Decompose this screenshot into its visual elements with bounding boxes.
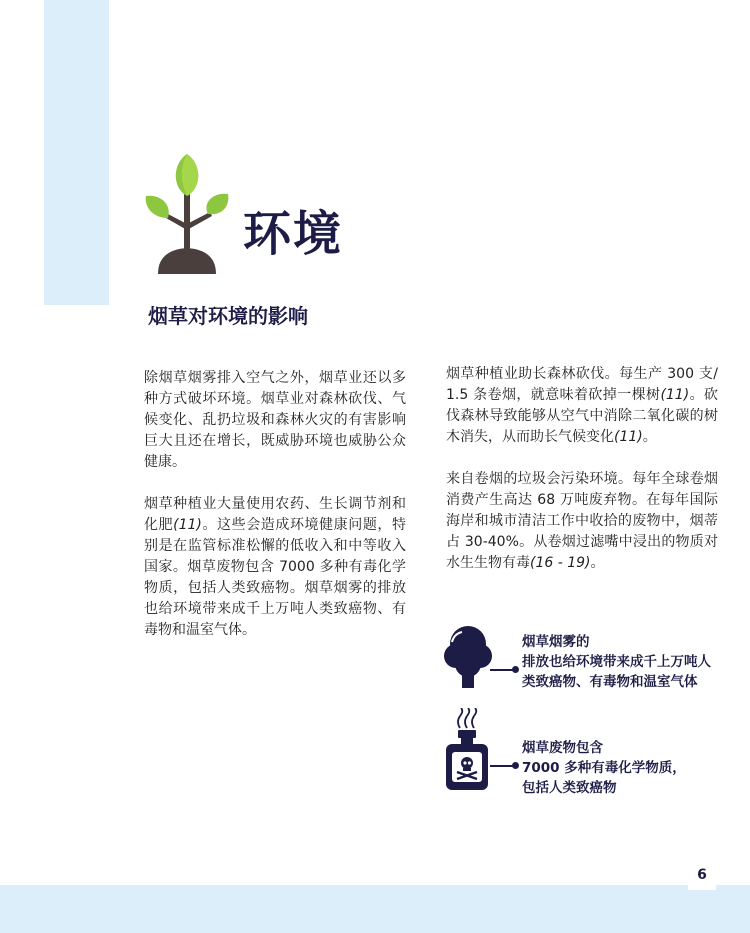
decorative-top-band	[44, 0, 109, 305]
citation: (11)	[660, 387, 690, 403]
callout-line: 排放也给环境带来成千上万吨人	[522, 654, 711, 670]
paragraph: 来自卷烟的垃圾会污染环境。每年全球卷烟 消费产生高达 68 万吨废弃物。在每年国际海岸和城市清洁工作中收拾的废物中，烟蒂占 30-40%。从卷烟过滤嘴中浸出的物质对水生生物有毒(16 - 19)。	[446, 471, 718, 571]
decorative-footer-band	[0, 885, 750, 933]
callout-dot	[512, 666, 519, 673]
section-subtitle: 烟草对环境的影响	[148, 304, 308, 328]
callout-dot	[512, 762, 519, 769]
callout-smoke	[522, 632, 711, 692]
smoke-cloud-icon	[444, 624, 492, 688]
poison-bottle-icon	[444, 708, 490, 790]
callout-line: 7000 多种有毒化学物质，	[522, 760, 686, 776]
callout-line: 包括人类致癌物	[522, 780, 617, 796]
paragraph: 除烟草烟雾排入空气之外，烟草业还以多种方式破坏环境。烟草业对森林砍伐、气候变化、乱扔垃圾和森林火灾的有害影响巨大且还在增长，既威胁环境也威胁公众健康。	[144, 370, 406, 470]
paragraph: 烟草种植业助长森林砍伐。每生产 300 支/ 1.5 条卷烟，就意味着砍掉一棵树(11)。砍伐森林导致能够从空气中消除二氧化碳的树木消失，从而助长气候变化(11)。	[446, 366, 719, 445]
text-column-left	[144, 368, 406, 662]
callout-line: 烟草烟雾的	[522, 634, 590, 650]
citation: (11)	[173, 517, 202, 533]
citation: (16 - 19)	[530, 555, 591, 571]
callout-line: 烟草废物包含	[522, 740, 603, 756]
text-column-right	[446, 364, 718, 595]
callout-line: 类致癌物、有毒物和温室气体	[522, 674, 698, 690]
paragraph: 烟草种植业大量使用农药、生长调节剂和化肥(11)。这些会造成环境健康问题，特别是在监管标准松懈的低收入和中等收入国家。烟草废物包含 7000 多种有毒化学物质，包括人类致癌物。烟草烟雾的排放也给环境带来成千上万吨人类致癌物、有毒物和温室气体。	[144, 496, 406, 638]
callout-waste	[522, 738, 686, 798]
citation: (11)	[614, 429, 643, 445]
sprout-icon	[144, 152, 230, 274]
page-title: 环境	[243, 206, 344, 262]
page-number: 6	[688, 860, 716, 890]
